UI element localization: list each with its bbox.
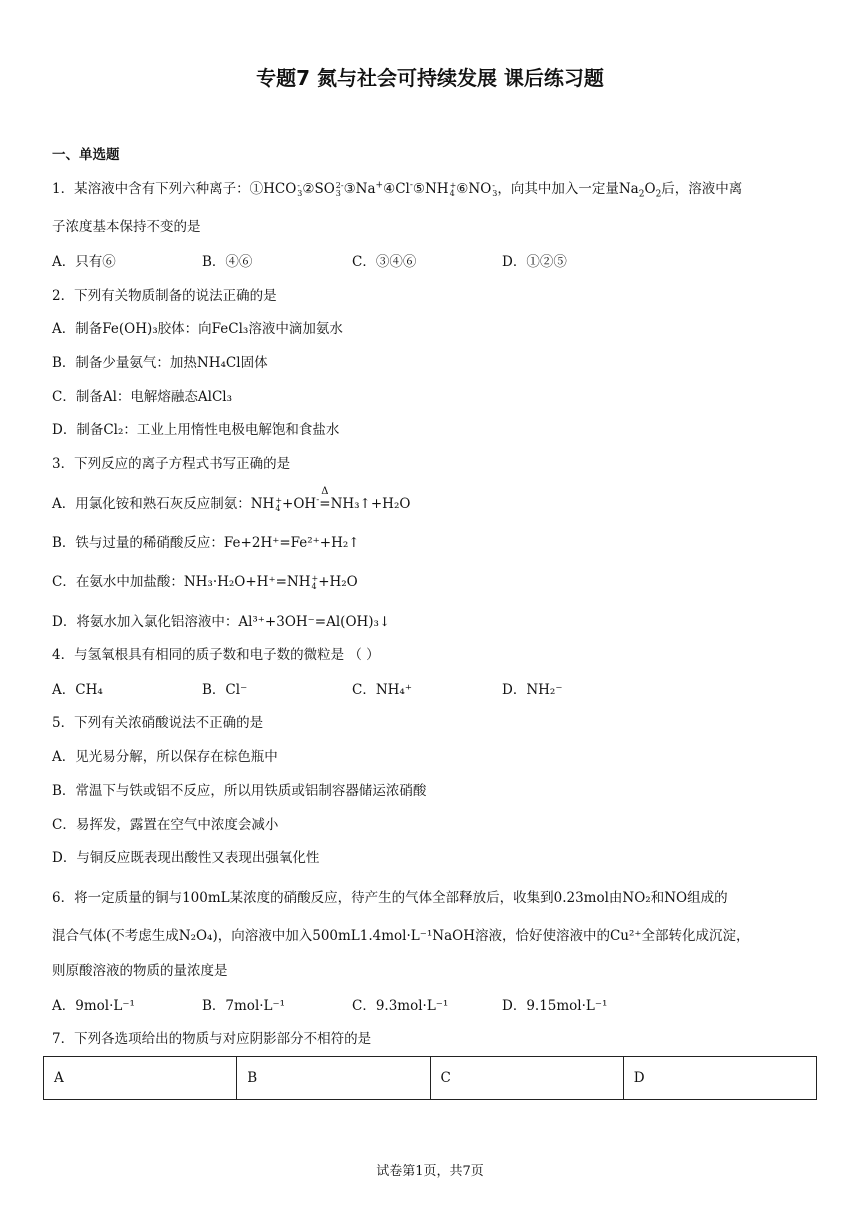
answer-table (43, 1056, 817, 1100)
q2-option-a: A．制备Fe(OH)₃胶体：向FeCl₃溶液中滴加氨水 (52, 321, 343, 337)
q6-option-a: A．9mol·L⁻¹ (52, 998, 135, 1014)
question-1-stem: 1．某溶液中含有下列六种离子：①HCO - 3 ②SO 2- 3 ③Na+④Cl-⑤NH + 4 ⑥NO - 3 ，向其中加入一定量$Na_2O_2$后，溶液中离 (52, 180, 743, 200)
question-3-stem: 3．下列反应的离子方程式书写正确的是 (52, 456, 291, 472)
q6-option-d: D．9.15mol·L⁻¹ (502, 998, 608, 1014)
table-cell-c: C (430, 1057, 623, 1100)
q3-option-c: C．在氨水中加盐酸：NH₃·H₂O+H⁺=NH + 4 +H₂O (52, 573, 358, 591)
q1-option-c: C．③④⑥ (352, 254, 417, 270)
q5-option-c: C．易挥发，露置在空气中浓度会减小 (52, 817, 279, 833)
q2-option-b: B．制备少量氨气：加热NH₄Cl固体 (52, 355, 268, 371)
q2-option-c: C．制备Al：电解熔融态AlCl₃ (52, 389, 233, 405)
section-heading: 一、单选题 (52, 147, 120, 163)
q3-option-a: A．用氯化铵和熟石灰反应制氨：NH + 4 +OH- Δ =NH₃↑+H₂O (52, 486, 411, 513)
q4-option-c: C．NH₄⁺ (352, 682, 412, 698)
page-title: 专题7 氮与社会可持续发展 课后练习题 (256, 66, 604, 90)
q3-option-d: D．将氨水加入氯化铝溶液中：Al³⁺+3OH⁻=Al(OH)₃↓ (52, 614, 391, 630)
table-row (44, 1057, 817, 1100)
q3-option-b: B．铁与过量的稀硝酸反应：Fe+2H⁺=Fe²⁺+H₂↑ (52, 535, 360, 551)
q5-option-b: B．常温下与铁或铝不反应，所以用铁质或铝制容器储运浓硝酸 (52, 783, 427, 799)
question-5-stem: 5．下列有关浓硝酸说法不正确的是 (52, 715, 264, 731)
question-6-stem: 6．将一定质量的铜与100mL某浓度的硝酸反应，待产生的气体全部释放后，收集到0.23mol由NO₂和NO组成的 (52, 890, 728, 906)
question-6-stem-end: 则原酸溶液的物质的量浓度是 (52, 963, 228, 979)
question-6-stem-cont: 混合气体(不考虑生成N₂O₄)，向溶液中加入500mL1.4mol·L⁻¹NaOH溶液，恰好使溶液中的Cu²⁺全部转化成沉淀， (52, 928, 750, 944)
table-cell-b: B (237, 1057, 430, 1100)
question-7-stem: 7．下列各选项给出的物质与对应阴影部分不相符的是 (52, 1031, 372, 1047)
q2-option-d: D．制备Cl₂：工业上用惰性电极电解饱和食盐水 (52, 422, 340, 438)
question-1-stem-cont: 子浓度基本保持不变的是 (52, 219, 201, 235)
q6-option-b: B．7mol·L⁻¹ (202, 998, 286, 1014)
q1-option-a: A．只有⑥ (52, 254, 116, 270)
question-4-stem: 4．与氢氧根具有相同的质子数和电子数的微粒是 （ ） (52, 647, 380, 663)
q5-option-a: A．见光易分解，所以保存在棕色瓶中 (52, 749, 278, 765)
q1-option-b: B．④⑥ (202, 254, 253, 270)
question-2-stem: 2．下列有关物质制备的说法正确的是 (52, 288, 277, 304)
page-footer: 试卷第1页，共7页 (376, 1164, 484, 1179)
table-cell-d: D (623, 1057, 816, 1100)
q4-option-d: D．NH₂⁻ (502, 682, 563, 698)
table-cell-a: A (44, 1057, 237, 1100)
q1-option-d: D．①②⑤ (502, 254, 567, 270)
q5-option-d: D．与铜反应既表现出酸性又表现出强氧化性 (52, 850, 320, 866)
q4-option-a: A．CH₄ (52, 682, 103, 698)
q4-option-b: B．Cl⁻ (202, 682, 248, 698)
q6-option-c: C．9.3mol·L⁻¹ (352, 998, 449, 1014)
heat-equals-sign: Δ = (319, 486, 331, 512)
